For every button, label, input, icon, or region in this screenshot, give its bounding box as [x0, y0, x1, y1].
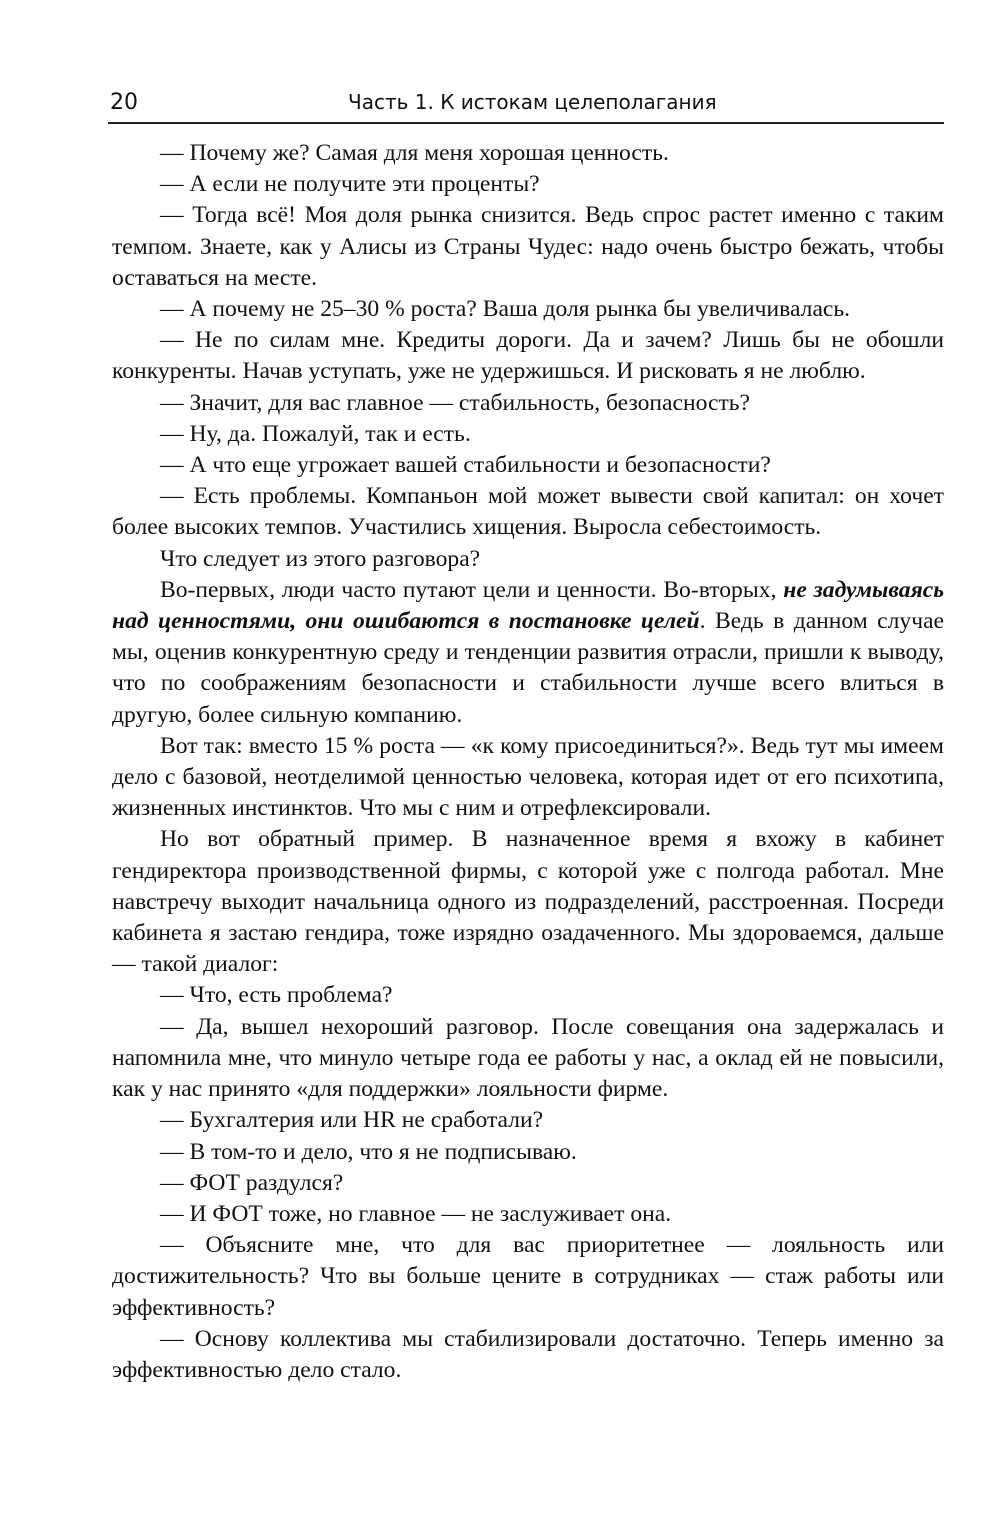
- page-body: [112, 138, 944, 1386]
- paragraph: — Тогда всё! Моя доля рынка снизится. Ведь спрос растет именно с таким темпом. Знаете, как у Алисы из Страны Чудес: надо очень быстро бежать, чтобы оставаться на месте.: [112, 202, 944, 291]
- paragraph: — Объясните мне, что для вас приоритетнее — лояльность или достижительность? Что вы больше цените в сотрудниках — стаж работы или эффективность?: [112, 1232, 944, 1321]
- emphasized-text: не задумываясь над ценностями, они ошибаются в постановке целей: [112, 576, 944, 635]
- paragraph: — ФОТ раздулся?: [160, 1169, 344, 1196]
- paragraph: Что следует из этого разговора?: [160, 545, 481, 572]
- paragraph-text: . Ведь в данном случае мы, оценив конкурентную среду и тенденции развития отрасли, пришли к выводу, что по соображениям безопасности и стабильности лучше всего влиться в другую, более сильную компанию.: [112, 608, 945, 728]
- paragraph-text: Во-первых, люди часто путают цели и ценности. Во-вторых,: [160, 576, 784, 603]
- page-header: [108, 86, 944, 124]
- paragraph: — Не по силам мне. Кредиты дороги. Да и зачем? Лишь бы не обошли конкуренты. Начав уступать, уже не удержишься. И рисковать я не люблю.: [112, 327, 944, 385]
- paragraph: — Основу коллектива мы стабилизировали достаточно. Теперь именно за эффективностью дело стало.: [112, 1325, 944, 1383]
- paragraph: — Ну, да. Пожалуй, так и есть.: [160, 420, 471, 447]
- paragraph: — А почему не 25–30 % роста? Ваша доля рынка бы увеличивалась.: [160, 296, 851, 323]
- paragraph: — Бухгалтерия или HR не сработали?: [160, 1107, 544, 1134]
- paragraph: — Почему же? Самая для меня хорошая ценность.: [160, 140, 669, 166]
- paragraph: — В том-то и дело, что я не подписываю.: [160, 1138, 577, 1165]
- paragraph: — И ФОТ тоже, но главное — не заслуживает она.: [160, 1200, 672, 1227]
- paragraph: — Да, вышел нехороший разговор. После совещания она задержалась и напомнила мне, что минуло четыре года ее работы у нас, а оклад ей не повысили, как у нас принято «для поддержки» лояльности фирме.: [112, 1013, 944, 1103]
- paragraph: — А что еще угрожает вашей стабильности и безопасности?: [160, 452, 771, 479]
- paragraph: Но вот обратный пример. В назначенное время я вхожу в кабинет гендиректора производственной фирмы, с которой уже с полгода работал. Мне навстречу выходит начальница одного из подразделений, расстроенная. Посреди кабинета я застаю гендира, тоже изрядно озадаченного. Мы здороваемся, дальше — такой диалог:: [112, 826, 944, 978]
- paragraph: — А если не получите эти проценты?: [160, 171, 540, 198]
- paragraph: — Есть проблемы. Компаньон мой может вывести свой капитал: он хочет более высоких темпов. Участились хищения. Выросла себестоимость.: [112, 483, 944, 541]
- running-title: Часть 1. К истокам целеполагания: [348, 90, 717, 114]
- page-number: 20: [110, 90, 138, 115]
- paragraph: — Что, есть проблема?: [160, 982, 393, 1009]
- paragraph: Вот так: вместо 15 % роста — «к кому присоединиться?». Ведь тут мы имеем дело с базовой, неотделимой ценностью человека, которая идет от его психотипа, жизненных инстинктов. Что мы с ним и отрефлексировали.: [112, 732, 944, 822]
- paragraph: — Значит, для вас главное — стабильность, безопасность?: [160, 389, 751, 416]
- paragraph-with-emphasis: [112, 575, 944, 731]
